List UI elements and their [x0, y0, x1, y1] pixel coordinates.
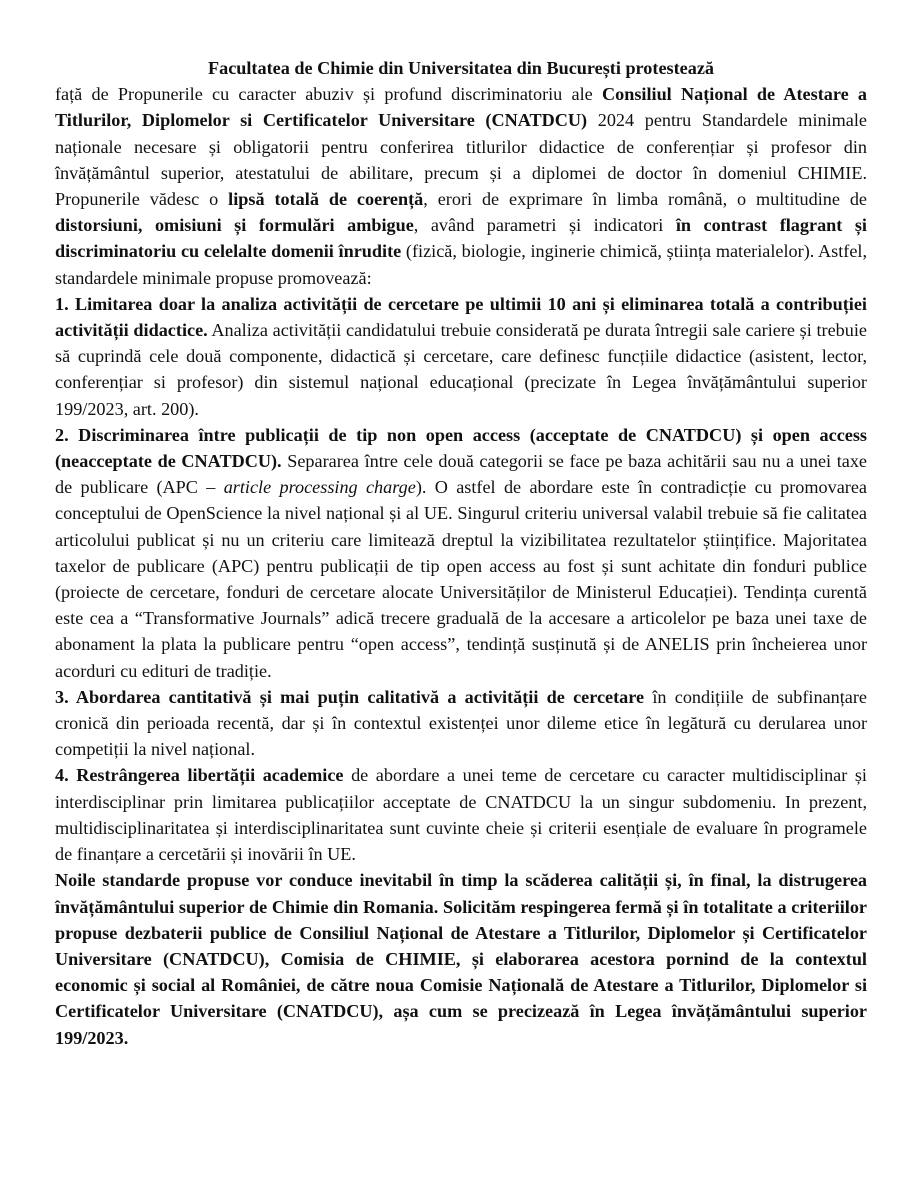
intro-bold-3: distorsiuni, omisiuni și formulări ambigue	[55, 215, 414, 236]
conclusion-paragraph: Noile standarde propuse vor conduce inevitabil în timp la scăderea calității și, în final, la distrugerea învățământului superior de Chimie din Romania. Solicităm respingerea fermă și în totalitate a criteriilor propuse dezbaterii publice de Consiliul Național de Atestare a Titlurilor, Diplomelor și Certificatelor Universitare (CNATDCU), Comisia de CHIMIE, și elaborarea acestora pornind de la contextul economic și social al României, de către noua Comisie Națională de Atestare a Titlurilor, Diplomelor si Certificatelor Universitare (CNATDCU), așa cum se precizează în Legea învățământului superior 199/2023.	[55, 870, 867, 1048]
intro-text-5: (fizică, biologie, inginerie chimică, știința materialelor). Astfel, standardele minimale propuse promovează:	[55, 241, 868, 288]
point-4-text: de abordare a unei teme de cercetare cu caracter multidisciplinar și interdisciplinar prin limitarea publicațiilor acceptate de CNATDCU la un singur subdomeniu. In prezent, multidisciplinaritatea și interdisciplinaritatea sunt cuvinte cheie și criterii esențiale de evaluare în programele de finanțare a cercetării și inovării în UE.	[55, 765, 867, 865]
document-page	[55, 55, 867, 1051]
point-1-paragraph	[55, 291, 867, 422]
point-3-text: în condițiile de subfinanțare cronică din perioada recentă, dar și în contextul existenței unor dileme etice în legătură cu derularea unor competiții la nivel național.	[55, 686, 867, 760]
intro-bold-1: Consiliul Național de Atestare a Titlurilor, Diplomelor si Certificatelor Universitare (CNATDCU)	[55, 84, 868, 131]
point-4-paragraph	[55, 762, 867, 867]
point-3-heading: 3. Abordarea cantitativă și mai puțin calitativă a activității de cercetare	[55, 686, 645, 707]
point-2-heading: 2. Discriminarea între publicații de tip non open access (acceptate de CNATDCU) și open access (neacceptate de CNATDCU).	[55, 424, 867, 472]
point-1-heading: 1. Limitarea doar la analiza activității de cercetare pe ultimii 10 ani și eliminarea totală a contribuției activității didactice.	[55, 293, 867, 341]
intro-bold-4: în contrast flagrant și discriminatoriu cu celelalte domenii înrudite	[55, 215, 867, 262]
intro-text-1: față de Propunerile cu caracter abuziv și profund discriminatoriu ale	[55, 84, 602, 105]
intro-text-4: , având parametri și indicatori	[413, 215, 676, 236]
document-title: Facultatea de Chimie din Universitatea din București protestează	[207, 58, 714, 78]
intro-bold-2: lipsă totală de coerență	[228, 189, 424, 210]
point-3-paragraph	[55, 684, 867, 763]
point-2-italic: article processing charge	[223, 477, 416, 498]
intro-text-3: , erori de exprimare în limba română, o multitudine de	[423, 189, 867, 210]
point-2-text-2: ). O astfel de abordare este în contradicție cu promovarea conceptului de OpenScience la nivel național și al UE. Singurul criteriu universal valabil trebuie să fie calitatea articolului publicat și nu un criteriu care limitează dreptul la vizibilitatea rezultatelor științifice. Majoritatea taxelor de publicare (APC) pentru publicații de tip open access au fost și sunt achitate din fonduri publice (proiecte de cercetare, fonduri de cercetare alocate Universităților de Ministerul Educației). Tendința curentă este cea a “Transformative Journals” adică trecere graduală de la accesare a articolelor pe baza unei taxe de abonament la plata la publicare pentru “open access”, tendință susținută și de ANELIS prin încheierea unor acorduri cu edituri de tradiție.	[55, 477, 868, 681]
point-4-heading: 4. Restrângerea libertății academice	[55, 765, 344, 786]
intro-text-2: 2024 pentru Standardele minimale naționale necesare și obligatorii pentru conferirea titlurilor didactice de conferențiar și profesor din învățământul superior, atestatului de abilitare, precum și a diplomei de doctor în domeniul CHIMIE. Propunerile vădesc o	[55, 110, 867, 210]
point-1-text: Analiza activității candidatului trebuie considerată pe durata întregii sale cariere și trebuie să cuprindă cele două componente, didactică și cercetare, care definesc funcțiile didactice (asistent, lector, conferențiar si profesor) din sistemul național educațional (precizate în Legea învățământului superior 199/2023, art. 200).	[55, 320, 867, 419]
point-2-paragraph	[55, 422, 867, 684]
intro-paragraph	[55, 81, 867, 291]
point-2-text-1: Separarea între cele două categorii se face pe baza achitării sau nu a unei taxe de publicare (APC –	[55, 451, 867, 498]
